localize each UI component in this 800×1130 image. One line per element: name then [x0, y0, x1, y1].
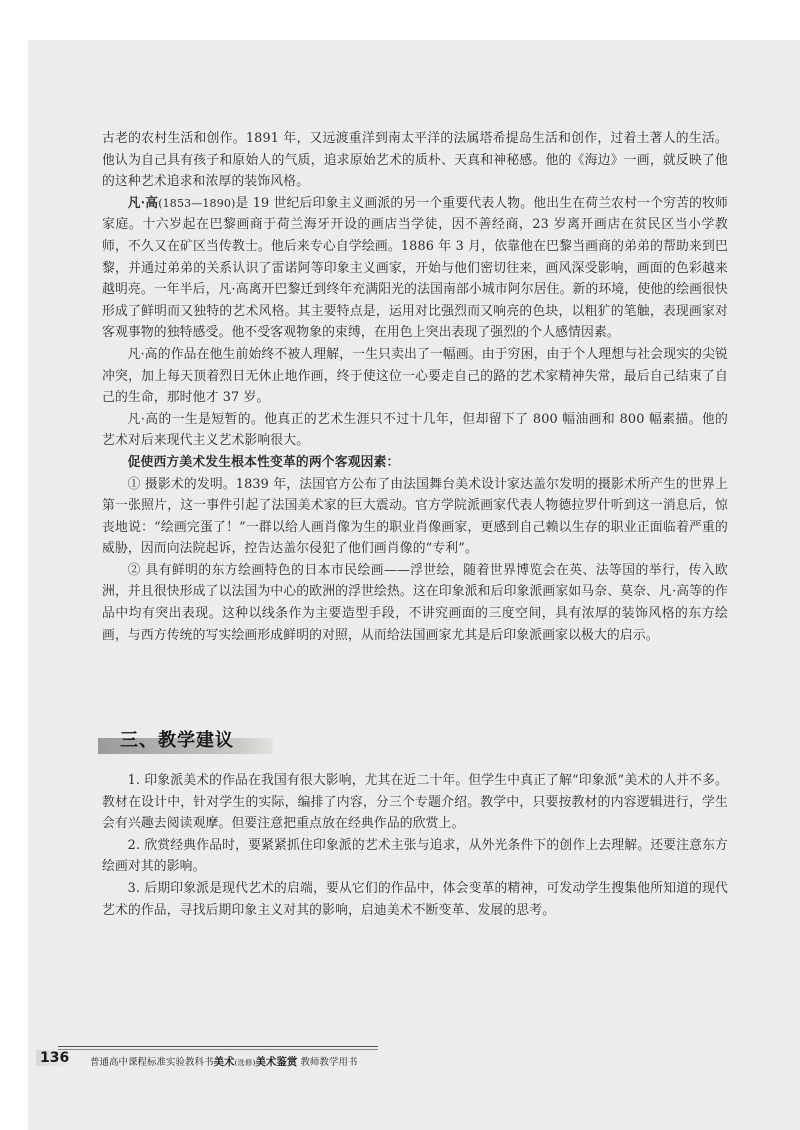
advice-item: 2. 欣赏经典作品时，要紧紧抓住印象派的艺术主张与追求，从外光条件下的创作上去理解。还要注意东方绘画对其的影响。: [102, 837, 728, 875]
paragraph-factor-photography: ① 摄影术的发明。1839 年，法国官方公布了由法国舞台美术设计家达盖尔发明的摄影术所产生的世界上第一张照片，这一事件引起了法国美术家的巨大震动。官方学院派画家代表人物德拉罗什听到这一消息后，惊丧地说：“绘画完蛋了！”一群以给人画肖像为生的职业肖像画家，更感到自己赖以生存的职业正面临着严重的威胁，因而向法院起诉，控告达盖尔侵犯了他们画肖像的“专利”。: [102, 476, 728, 557]
vangogh-name: 凡·高: [127, 195, 159, 211]
vangogh-dates: (1853—1890): [158, 196, 236, 210]
footer-elective: (选修): [234, 1058, 256, 1067]
advice-item: 3. 后期印象派是现代艺术的启端，要从它们的作品中，体会变革的精神，可发动学生搜集他所知道的现代艺术的作品，寻找后期印象主义对其的影响，启迪美术不断变革、发展的思考。: [102, 880, 728, 918]
page-number: 136: [36, 1050, 75, 1066]
section-heading: [98, 724, 308, 754]
paragraph-factors-heading: 促使西方美术发生根本性变革的两个客观因素：: [127, 454, 400, 470]
footer-rule: [58, 1046, 378, 1047]
paragraph-vangogh-life: 凡·高的作品在他生前始终不被人理解，一生只卖出了一幅画。由于穷困，由于个人理想与社会现实的尖锐冲突，加上每天顶着烈日无休止地作画，终于使这位一心要走自己的路的艺术家精神失常，最后自己结束了自己的生命，那时他才 37 岁。: [102, 346, 728, 406]
footer-book: 教师教学用书: [300, 1057, 358, 1068]
paragraph-vangogh-bio: [102, 193, 728, 344]
paragraph-gauguin-end: 古老的农村生活和创作。1891 年，又远渡重洋到南太平洋的法属塔希提岛生活和创作，过着土著人的生活。他认为自己具有孩子和原始人的气质，追求原始艺术的质朴、天真和神秘感。他的《海边》一画，就反映了他的这种艺术追求和浓厚的装饰风格。: [102, 131, 728, 190]
paragraph-vangogh-legacy: 凡·高的一生是短暂的。他真正的艺术生涯只不过十几年，但却留下了 800 幅油画和 800 幅素描。他的艺术对后来现代主义艺术影响很大。: [102, 411, 728, 449]
footer-series: 普通高中课程标准实验教科书: [90, 1057, 214, 1068]
section-title: 三、教学建议: [120, 730, 234, 751]
body-text: [102, 128, 728, 646]
advice-item: 1. 印象派美术的作品在我国有很大影响，尤其在近二十年。但学生中真正了解“印象派”美术的人并不多。教材在设计中，针对学生的实际，编排了内容，分三个专题介绍。教学中，只要按教材的内容逻辑进行，学生会有兴趣去阅读观摩。但要注意把重点放在经典作品的欣赏上。: [102, 773, 728, 832]
paragraph-factor-ukiyoe: ② 具有鲜明的东方绘画特色的日本市民绘画——浮世绘，随着世界博览会在英、法等国的举行，传入欧洲，并且很快形成了以法国为中心的欧洲的浮世绘热。这在印象派和后印象派画家如马奈、莫奈、凡·高等的作品中均有突出表现。这种以线条作为主要造型手段，不讲究画面的三度空间，具有浓厚的装饰风格的东方绘画，与西方传统的写实绘画形成鲜明的对照，从而给法国画家尤其是后印象派画家以极大的启示。: [102, 562, 728, 643]
footer-subject: 美术: [213, 1056, 235, 1068]
running-footer: [90, 1054, 357, 1069]
vangogh-bio-text: 是 19 世纪后印象主义画派的另一个重要代表人物。他出生在荷兰农村一个穷苦的牧师家庭。十六岁起在巴黎画商于荷兰海牙开设的画店当学徒，因不善经商，23 岁离开画店在贫民区当小学教师，不久又在矿区当传教士。他后来专心自学绘画。1886 年 3 月，依靠他在巴黎当画商的弟弟的帮助来到巴黎，并通过弟弟的关系认识了雷诺阿等印象主义画家，开始与他们密切往来，画风深受影响，画面的色彩越来越明亮。一年半后，凡·高离开巴黎迁到终年充满阳光的法国南部小城市阿尔居住。新的环境，使他的绘画很快形成了鲜明而又独特的艺术风格。其主要特点是，运用对比强烈而又响亮的色块，以粗犷的笔触，表现画家对客观事物的独特感受。他不受客观物象的束缚，在用色上突出表现了强烈的个人感情因素。: [102, 195, 729, 341]
footer-title: 美术鉴赏: [255, 1056, 298, 1068]
footer-rule: [58, 1049, 378, 1050]
teaching-advice: [102, 770, 728, 921]
